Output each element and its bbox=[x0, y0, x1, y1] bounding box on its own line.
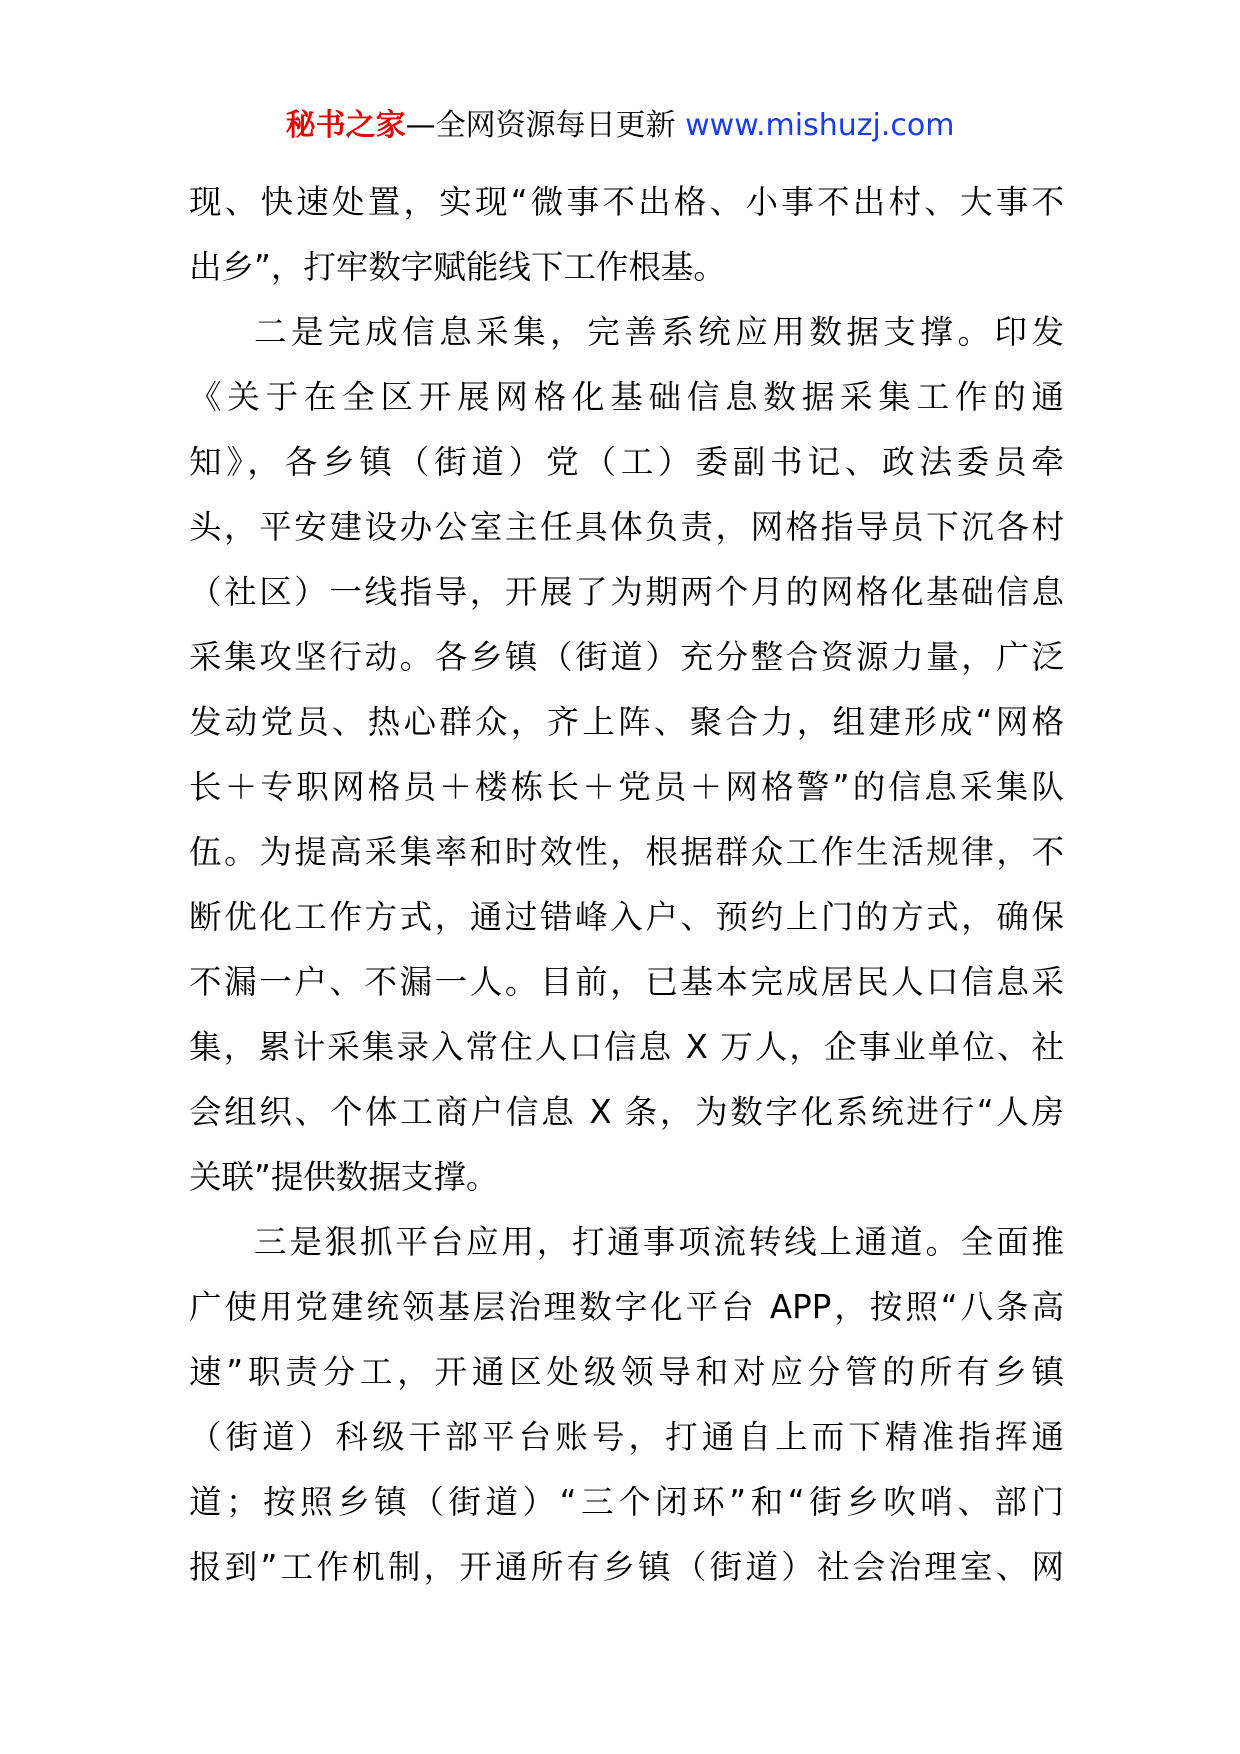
text-line: 广使用党建统领基层治理数字化平台 APP，按照“八条高 bbox=[189, 1288, 1064, 1326]
text-line: 关联”提供数据支撑。 bbox=[189, 1158, 499, 1196]
text-line: 会组织、个体工商户信息 X 条，为数字化系统进行“人房 bbox=[189, 1093, 1064, 1131]
text-line: （社区）一线指导，开展了为期两个月的网格化基础信息 bbox=[189, 573, 1064, 611]
paragraph-start-line: 三是狠抓平台应用，打通事项流转线上通道。全面推 bbox=[254, 1223, 1064, 1261]
text-line: 集，累计采集录入常住人口信息 X 万人，企事业单位、社 bbox=[189, 1028, 1064, 1066]
text-line: 采集攻坚行动。各乡镇（街道）充分整合资源力量，广泛 bbox=[189, 638, 1064, 676]
text-line: 《关于在全区开展网格化基础信息数据采集工作的通 bbox=[189, 378, 1064, 416]
site-tagline: —全网资源每日更新 bbox=[405, 108, 676, 143]
text-line: 发动党员、热心群众，齐上阵、聚合力，组建形成“网格 bbox=[189, 703, 1064, 741]
text-line: 出乡”，打牢数字赋能线下工作根基。 bbox=[189, 248, 726, 286]
text-line: 伍。为提高采集率和时效性，根据群众工作生活规律，不 bbox=[189, 833, 1064, 871]
text-line: 头，平安建设办公室主任具体负责，网格指导员下沉各村 bbox=[189, 508, 1064, 546]
text-line: 断优化工作方式，通过错峰入户、预约上门的方式，确保 bbox=[189, 898, 1064, 936]
text-line: 不漏一户、不漏一人。目前，已基本完成居民人口信息采 bbox=[189, 963, 1064, 1001]
site-header bbox=[0, 104, 1240, 148]
document-body bbox=[189, 170, 1064, 1600]
text-line: 道；按照乡镇（街道）“三个闭环”和“街乡吹哨、部门 bbox=[189, 1483, 1064, 1521]
text-line: 现、快速处置，实现“微事不出格、小事不出村、大事不 bbox=[189, 183, 1064, 221]
text-line: 知》，各乡镇（街道）党（工）委副书记、政法委员牵 bbox=[189, 443, 1064, 481]
paragraph-start-line: 二是完成信息采集，完善系统应用数据支撑。印发 bbox=[254, 313, 1064, 351]
text-line: （街道）科级干部平台账号，打通自上而下精准指挥通 bbox=[189, 1418, 1064, 1456]
text-line: 长＋专职网格员＋楼栋长＋党员＋网格警”的信息采集队 bbox=[189, 768, 1064, 806]
text-line: 报到”工作机制，开通所有乡镇（街道）社会治理室、网 bbox=[189, 1548, 1064, 1586]
site-url-link[interactable]: www.mishuzj.com bbox=[685, 108, 955, 143]
site-brand: 秘书之家 bbox=[285, 108, 406, 143]
text-line: 速”职责分工，开通区处级领导和对应分管的所有乡镇 bbox=[189, 1353, 1064, 1391]
